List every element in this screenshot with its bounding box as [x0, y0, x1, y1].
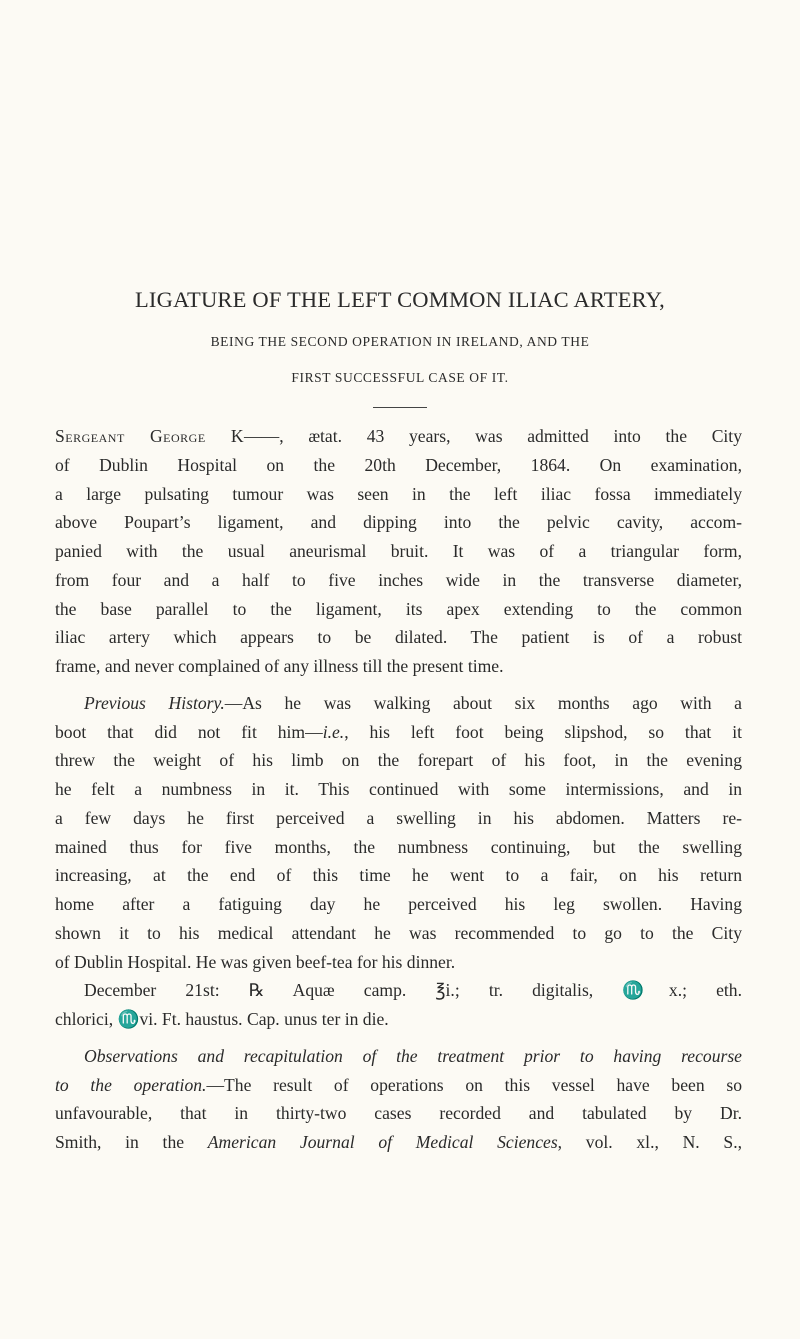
text-line: a large pulsating tumour was seen in the left iliac fossa immediately	[55, 483, 742, 504]
text-line: he felt a numbness in it. This continued with some intermissions, and in	[55, 779, 742, 799]
text-line: of Dublin Hospital. He was given beef-tea for his dinner.	[55, 951, 456, 972]
paragraph-observations	[55, 1042, 742, 1157]
text-fragment: Smith, in the	[55, 1132, 208, 1152]
text-line: of Dublin Hospital on the 20th December, 1864. On examination,	[55, 454, 742, 475]
paragraph-admission	[55, 422, 742, 681]
section-heading: Previous History.	[84, 692, 225, 713]
text-fragment: i.e.	[322, 721, 345, 742]
text-line: above Poupart’s ligament, and dipping into the pelvic cavity, accom-	[55, 512, 742, 533]
patient-name: Sergeant George K	[55, 426, 245, 446]
text-fragment: , vol. xl., N. S.,	[557, 1132, 742, 1152]
text-line: a few days he first perceived a swelling in his abdomen. Matters re-	[55, 807, 742, 828]
text-fragment: —The result of operations on this vessel have been so	[206, 1074, 743, 1095]
text-fragment: ——, ætat. 43 years, was admitted into the City	[244, 426, 742, 446]
text-line: frame, and never complained of any illness till the present time.	[55, 656, 504, 676]
paragraph-prescription	[55, 976, 742, 1034]
text-line: iliac artery which appears to be dilated. The patient is of a robust	[55, 627, 742, 648]
text-line: from four and a half to five inches wide in the transverse diameter,	[55, 569, 742, 590]
section-divider	[373, 407, 427, 408]
text-line: December 21st: ℞ Aquæ camp. ℥i.; tr. digitalis, ♏x.; eth.	[84, 980, 742, 1001]
text-fragment: —As he was walking about six months ago with a	[224, 692, 742, 713]
text-line: mained thus for five months, the numbness continuing, but the swelling	[55, 836, 742, 857]
subtitle-line-2: FIRST SUCCESSFUL CASE OF IT.	[291, 370, 509, 385]
text-line: chlorici, ♏vi. Ft. haustus. Cap. unus ter in die.	[55, 1009, 389, 1029]
section-heading: Observations and recapitulation of the treatment prior to having recourse	[84, 1045, 742, 1066]
page-title: LIGATURE OF THE LEFT COMMON ILIAC ARTERY,	[134, 287, 665, 312]
text-line: panied with the usual aneurismal bruit. It was of a triangular form,	[55, 541, 742, 561]
text-line	[55, 1128, 742, 1157]
text-line: shown it to his medical attendant he was recommended to go to the City	[55, 922, 742, 943]
section-heading: to the operation.	[55, 1074, 207, 1095]
paragraph-previous-history	[55, 689, 742, 977]
text-line	[55, 718, 742, 747]
text-line: the base parallel to the ligament, its apex extending to the common	[55, 598, 742, 619]
body-text	[55, 422, 742, 1157]
text-line: increasing, at the end of this time he went to a fair, on his return	[55, 865, 742, 886]
text-line	[55, 422, 742, 451]
text-line	[55, 689, 742, 718]
text-line: threw the weight of his limb on the forepart of his foot, in the evening	[55, 750, 742, 771]
text-line: unfavourable, that in thirty-two cases recorded and tabulated by Dr.	[55, 1103, 742, 1124]
text-line	[55, 1071, 742, 1100]
subtitle-line-1: BEING THE SECOND OPERATION IN IRELAND, AND THE	[210, 334, 590, 349]
journal-title: American Journal of Medical Sciences	[207, 1132, 558, 1152]
text-fragment: , his left foot being slipshod, so that it	[344, 721, 742, 742]
text-line: home after a fatiguing day he perceived his leg swollen. Having	[55, 894, 742, 914]
text-fragment: boot that did not fit him—	[55, 721, 323, 742]
